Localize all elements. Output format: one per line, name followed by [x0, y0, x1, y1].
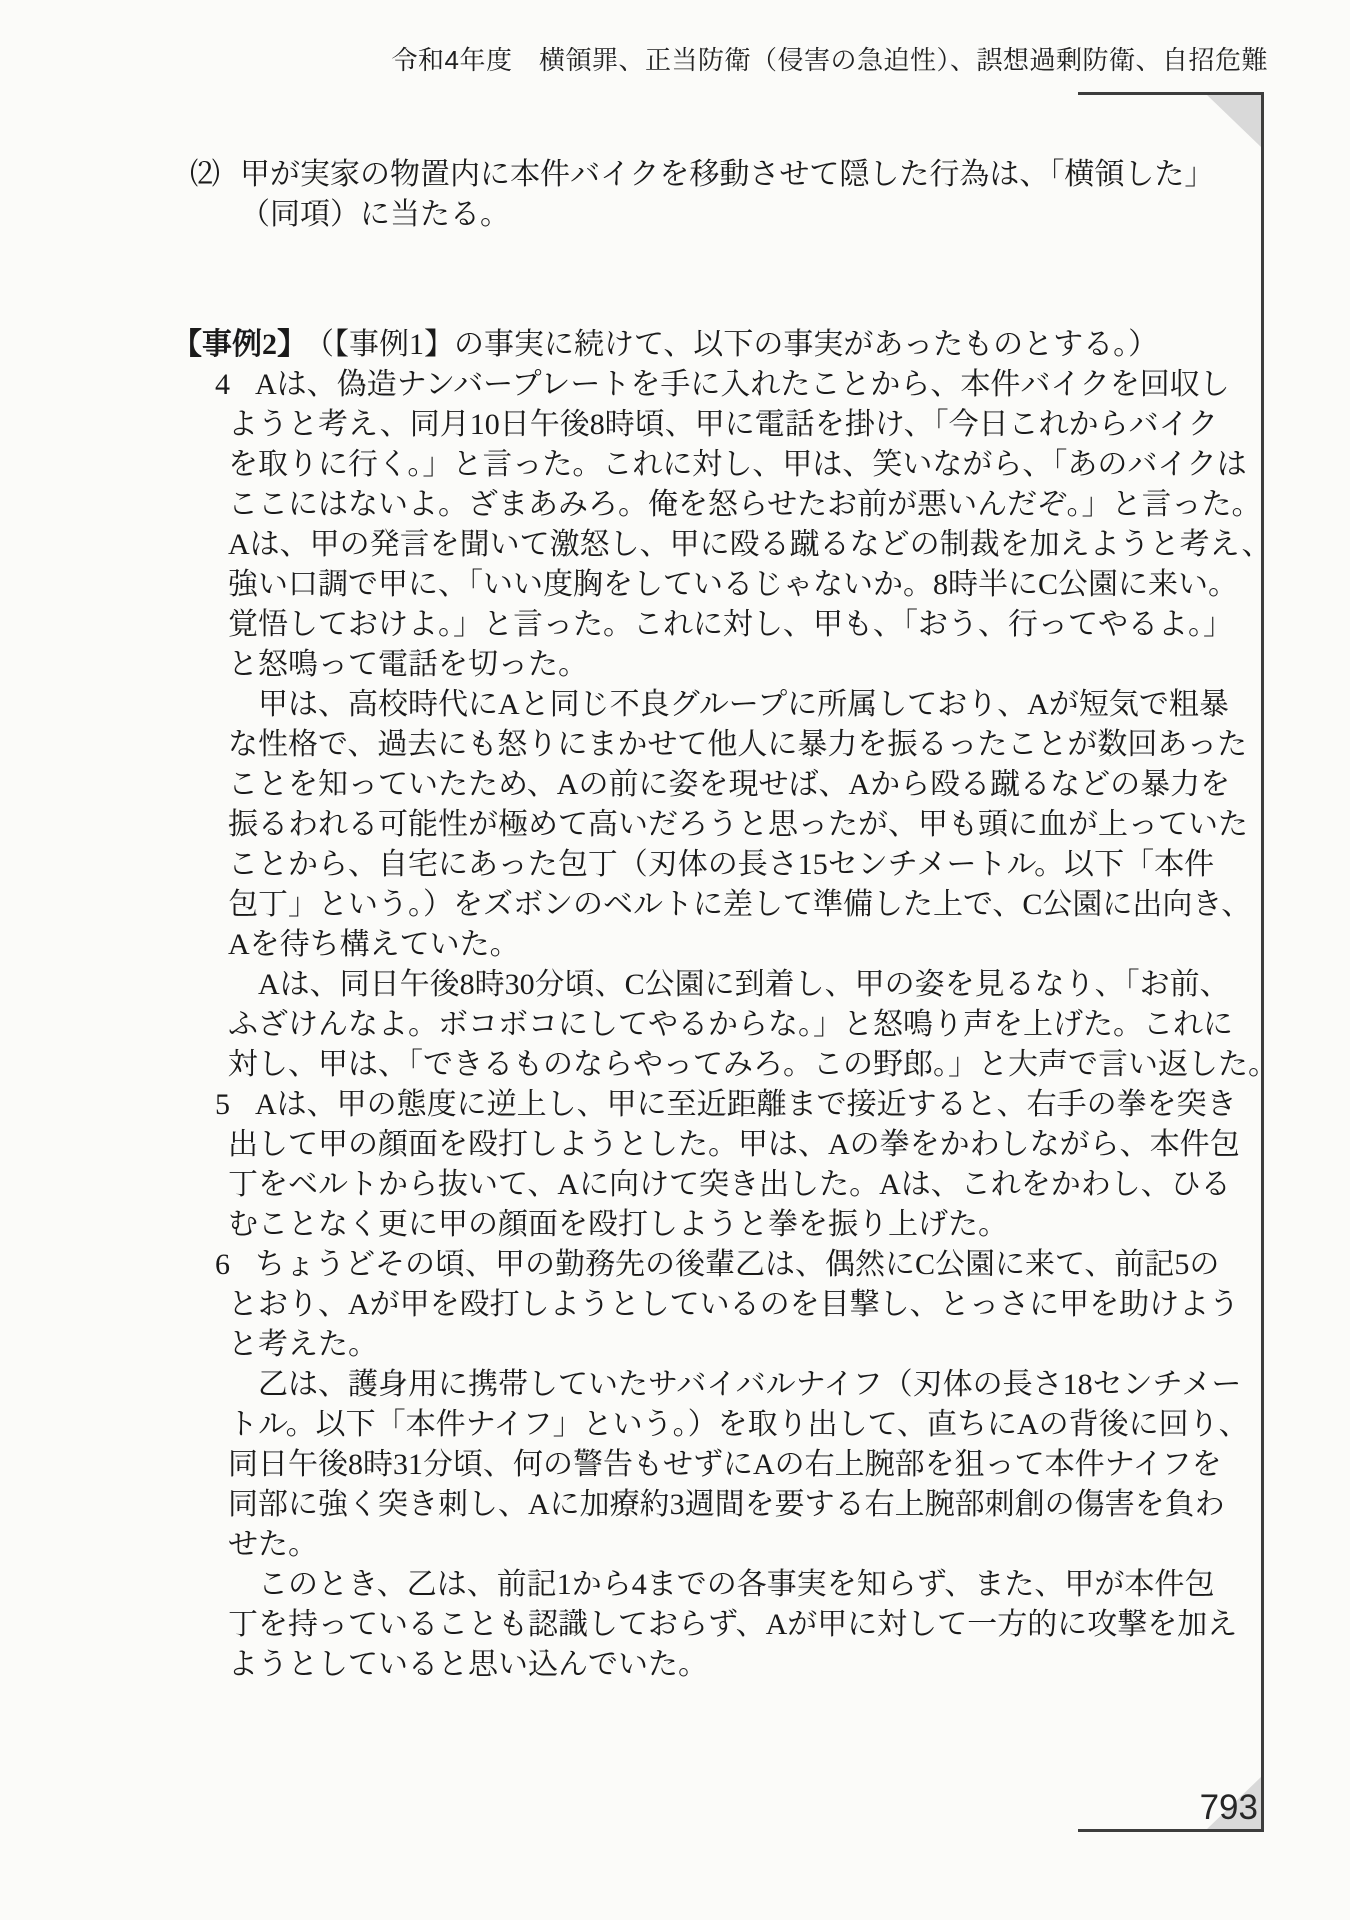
case-text-line: ようと考え、同月10日午後8時頃、甲に電話を掛け、「今日これからバイク: [228, 408, 1218, 441]
paragraph-2-text: 甲が実家の物置内に本件バイクを移動させて隠した行為は、「横領した」: [240, 158, 1215, 191]
corner-fold-top-icon: [1207, 95, 1261, 147]
item-number: 5: [215, 1088, 230, 1121]
case-text-line: 出して甲の顔面を殴打しようとした。甲は、Aの拳をかわしながら、本件包: [228, 1128, 1240, 1161]
case-text-line: Aは、同日午後8時30分頃、C公園に到着し、甲の姿を見るなり、「お前、: [258, 968, 1230, 1001]
paragraph-2-marker: ⑵: [190, 158, 220, 191]
case-text-line: ようとしていると思い込んでいた。: [228, 1648, 708, 1681]
item-text: Aは、甲の態度に逆上し、甲に至近距離まで接近すると、右手の拳を突き: [255, 1088, 1237, 1121]
case-text-line: 強い口調で甲に、「いい度胸をしているじゃないか。8時半にC公園に来い。: [228, 568, 1239, 601]
running-head-title: 令和4年度 横領罪、正当防衛（侵害の急迫性）、誤想過剰防衛、自招危難: [391, 45, 1268, 75]
page-number: 793: [1199, 1788, 1258, 1827]
paragraph-2: [170, 155, 1230, 235]
running-head: [0, 40, 1268, 77]
case-text-line: 丁をベルトから抜いて、Aに向けて突き出した。Aは、これをかわし、ひる: [228, 1168, 1231, 1201]
case-text-line: と怒鳴って電話を切った。: [228, 648, 588, 681]
item-text: Aは、偽造ナンバープレートを手に入れたことから、本件バイクを回収し: [255, 368, 1230, 401]
paragraph-2-line: [170, 155, 1230, 195]
top-border-rule: [1078, 92, 1264, 95]
case-text-line: [170, 1085, 1237, 1125]
case-text-line: [170, 1245, 1230, 1285]
case2-heading-label: 【事例2】: [172, 328, 307, 361]
case-text-line: な性格で、過去にも怒りにまかせて他人に暴力を振るったことが数回あった: [228, 728, 1248, 761]
case-text-line: [170, 365, 1230, 405]
case-text-line: 同日午後8時31分頃、何の警告もせずにAの右上腕部を狙って本件ナイフを: [228, 1448, 1222, 1481]
case-text-line: 振るわれる可能性が極めて高いだろうと思ったが、甲も頭に血が上っていた: [228, 808, 1248, 841]
case-text-line: 包丁」という。）をズボンのベルトに差して準備した上で、C公園に出向き、: [228, 888, 1252, 921]
case-text-line: ふざけんなよ。ボコボコにしてやるからな。」と怒鳴り声を上げた。これに: [228, 1008, 1233, 1041]
case-text-line: 対し、甲は、「できるものならやってみろ。この野郎。」と大声で言い返した。: [228, 1048, 1278, 1081]
case-text-line: 覚悟しておけよ。」と言った。これに対し、甲も、「おう、行ってやるよ。」: [228, 608, 1233, 641]
case-text-line: 甲は、高校時代にAと同じ不良グループに所属しており、Aが短気で粗暴: [258, 688, 1229, 721]
case-text-line: ここにはないよ。ざまあみろ。俺を怒らせたお前が悪いんだぞ。」と言った。: [228, 488, 1262, 521]
right-border-rule: [1261, 92, 1264, 1832]
case-text-line: ことを知っていたため、Aの前に姿を現せば、Aから殴る蹴るなどの暴力を: [228, 768, 1231, 801]
case-text-line: せた。: [228, 1528, 318, 1561]
case-text-line: むことなく更に甲の顔面を殴打しようと拳を振り上げた。: [228, 1208, 1008, 1241]
case-text-line: ことから、自宅にあった包丁（刃体の長さ15センチメートル。以下「本件: [228, 848, 1215, 881]
case-text-line: Aを待ち構えていた。: [228, 928, 520, 961]
numbered-facts-list: [170, 365, 1278, 1685]
case-text-line: Aは、甲の発言を聞いて激怒し、甲に殴る蹴るなどの制裁を加えようと考え、: [228, 528, 1272, 561]
case-text-line: 同部に強く突き刺し、Aに加療約3週間を要する右上腕部刺創の傷害を負わ: [228, 1488, 1225, 1521]
case-text-line: とおり、Aが甲を殴打しようとしているのを目撃し、とっさに甲を助けよう: [228, 1288, 1240, 1321]
item-number: 6: [215, 1248, 230, 1281]
paragraph-2-line: （同項）に当たる。: [240, 198, 510, 231]
item-number: 4: [215, 368, 230, 401]
case-text-line: トル。以下「本件ナイフ」という。）を取り出して、直ちにAの背後に回り、: [228, 1408, 1249, 1441]
item-text: ちょうどその頃、甲の勤務先の後輩乙は、偶然にC公園に来て、前記5の: [255, 1248, 1220, 1281]
case-text-line: を取りに行く。」と言った。これに対し、甲は、笑いながら、「あのバイクは: [228, 448, 1247, 481]
case-text-line: このとき、乙は、前記1から4までの各事実を知らず、また、甲が本件包: [258, 1568, 1215, 1601]
case-text-line: と考えた。: [228, 1328, 378, 1361]
case-text-line: 丁を持っていることも認識しておらず、Aが甲に対して一方的に攻撃を加え: [228, 1608, 1238, 1641]
case-text-line: 乙は、護身用に携帯していたサバイバルナイフ（刃体の長さ18センチメー: [258, 1368, 1242, 1401]
bottom-border-rule: [1078, 1829, 1264, 1832]
case2-heading-rest: （【事例1】の事実に続けて、以下の事実があったものとする。）: [319, 328, 1159, 361]
case2-heading: [172, 325, 1232, 365]
